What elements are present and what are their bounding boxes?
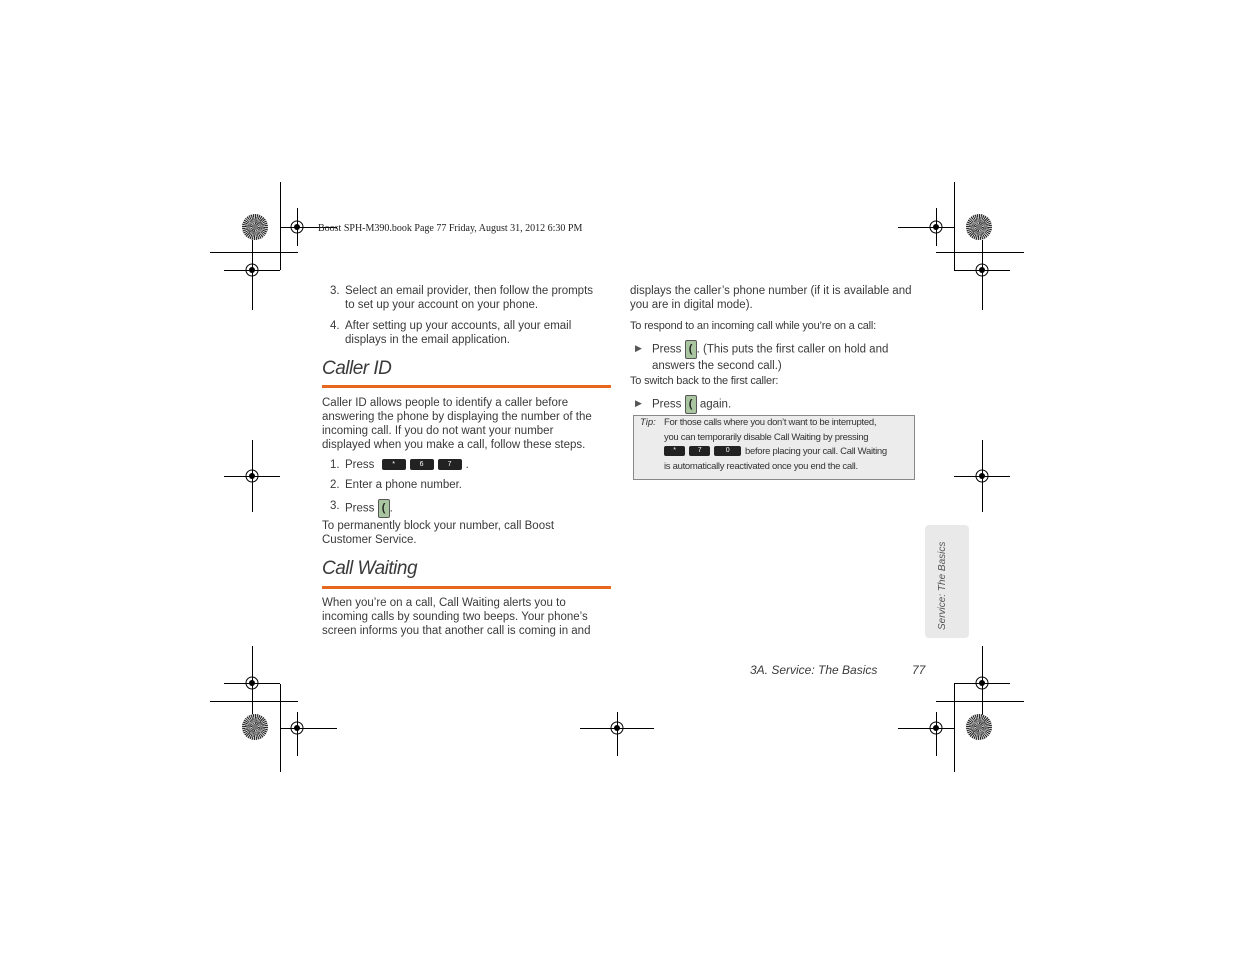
tip-label: Tip: <box>640 417 656 428</box>
section-rule <box>322 586 611 589</box>
registration-target-icon <box>606 717 628 739</box>
step-text: Press ( . <box>345 499 393 518</box>
star-key-icon: * <box>382 459 406 470</box>
section-title: Caller ID <box>322 358 392 379</box>
call-waiting-continued: displays the caller’s phone number (if it is available and you are in digital mode). <box>630 285 912 311</box>
zero-key-icon: 0 <box>714 446 741 456</box>
bullet-arrow-icon: ▶ <box>635 398 642 408</box>
bullet-arrow-icon: ▶ <box>635 343 642 353</box>
side-tab-label: Service: The Basics <box>937 541 948 630</box>
step-number: 1. <box>330 459 340 471</box>
registration-target-icon <box>925 717 947 739</box>
step-number: 4. <box>330 320 340 332</box>
bullet-item: Press ( again. <box>652 395 922 414</box>
print-header: Boost SPH-M390.book Page 77 Friday, August 31, 2012 6:30 PM <box>318 223 583 234</box>
section-rule <box>322 385 611 388</box>
step-text: After setting up your accounts, all your email displays in the email application. <box>345 320 572 346</box>
talk-key-icon: ( <box>685 395 697 414</box>
seven-key-icon: 7 <box>438 459 462 470</box>
talk-key-icon: ( <box>685 340 697 359</box>
registration-sunburst-icon <box>242 714 268 740</box>
bullet-item: Press ( . (This puts the first caller on hold and answers the second call.) <box>652 340 922 373</box>
registration-target-icon <box>286 216 308 238</box>
registration-target-icon <box>971 259 993 281</box>
call-waiting-intro: When you’re on a call, Call Waiting alerts you to incoming calls by sounding two beeps. Your phone’s screen informs you that another call is coming in and <box>322 597 591 637</box>
registration-target-icon <box>241 672 263 694</box>
registration-target-icon <box>286 717 308 739</box>
registration-sunburst-icon <box>966 214 992 240</box>
registration-target-icon <box>971 465 993 487</box>
registration-target-icon <box>241 465 263 487</box>
step-text: Press * 6 7 . <box>345 459 469 471</box>
registration-sunburst-icon <box>966 714 992 740</box>
registration-target-icon <box>971 672 993 694</box>
section-title: Call Waiting <box>322 558 418 579</box>
six-key-icon: 6 <box>410 459 434 470</box>
seven-key-icon: 7 <box>689 446 710 456</box>
step-text: Enter a phone number. <box>345 479 462 491</box>
caller-id-intro: Caller ID allows people to identify a caller before answering the phone by displaying the number of the incoming call. If you do not want your number displayed when you make a call, follow these steps. <box>322 397 592 451</box>
registration-target-icon <box>241 259 263 281</box>
tip-text: For those calls where you don’t want to be interrupted, you can temporarily disable Call Waiting by pressing * 7 0 before placing your call. Call Waiting is automatically reactivated once you end the call. <box>664 417 887 472</box>
page-number: 77 <box>912 663 926 677</box>
step-number: 2. <box>330 479 340 491</box>
step-number: 3. <box>330 500 340 512</box>
respond-label: To respond to an incoming call while you’re on a call: <box>630 320 877 332</box>
registration-sunburst-icon <box>242 214 268 240</box>
step-number: 3. <box>330 285 340 297</box>
step-text: Select an email provider, then follow the prompts to set up your account on your phone. <box>345 285 594 311</box>
talk-key-icon: ( <box>378 499 390 518</box>
switch-label: To switch back to the first caller: <box>630 375 779 387</box>
registration-target-icon <box>925 216 947 238</box>
star-key-icon: * <box>664 446 685 456</box>
footer-section: 3A. Service: The Basics <box>750 663 878 677</box>
caller-id-outro: To permanently block your number, call Boost Customer Service. <box>322 520 555 546</box>
